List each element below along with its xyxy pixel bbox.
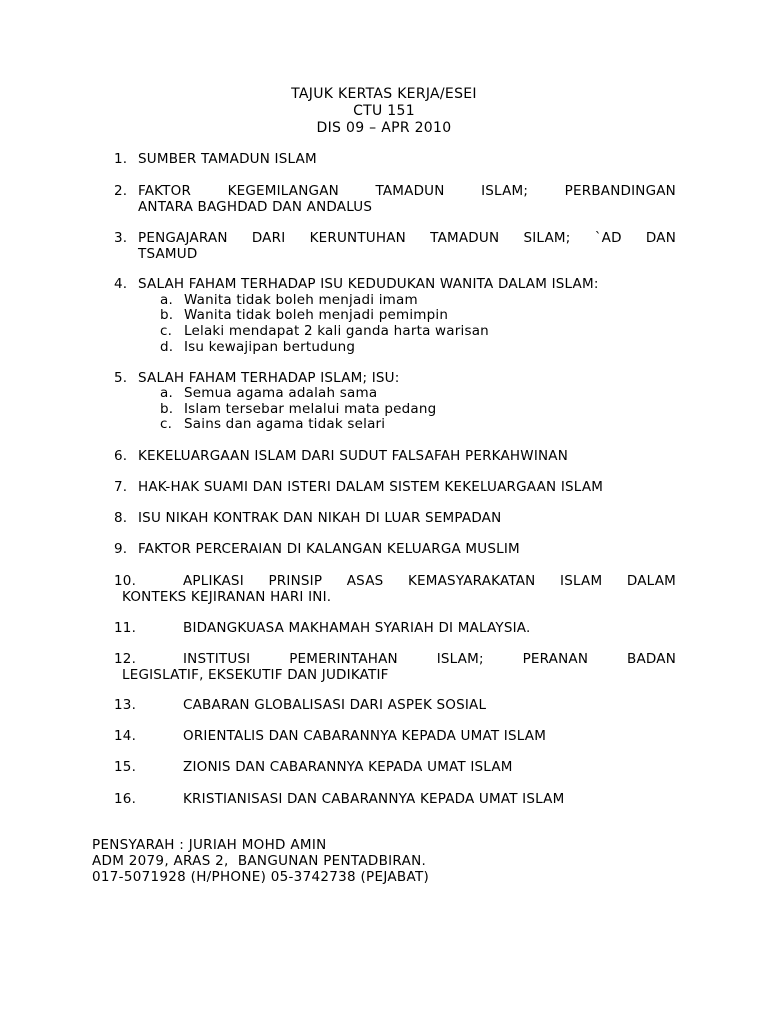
sub-item (160, 292, 418, 308)
sub-item-text: Wanita tidak boleh menjadi imam (184, 292, 418, 308)
list-item (114, 791, 676, 807)
list-item (114, 448, 676, 464)
item-number: 7. (114, 479, 128, 495)
list-item (114, 479, 676, 495)
list-item (114, 759, 676, 775)
list-item (114, 276, 676, 292)
list-item (114, 510, 676, 526)
document-title: TAJUK KERTAS KERJA/ESEI (291, 86, 477, 102)
item-number: 13. (114, 697, 137, 713)
sub-item-text: Semua agama adalah sama (184, 385, 378, 401)
item-text-continued: ANTARA BAGHDAD DAN ANDALUS (138, 199, 373, 215)
sub-item-text: Islam tersebar melalui mata pedang (184, 401, 437, 417)
item-number: 5. (114, 370, 128, 386)
item-text: FAKTOR PERCERAIAN DI KALANGAN KELUARGA MUSLIM (138, 541, 520, 557)
item-number: 3. (114, 230, 128, 246)
item-text: SALAH FAHAM TERHADAP ISLAM; ISU: (138, 370, 400, 386)
item-text: KRISTIANISASI DAN CABARANNYA KEPADA UMAT ISLAM (183, 791, 565, 807)
item-number: 16. (114, 791, 137, 807)
sub-item (160, 401, 436, 417)
sub-item-text: Lelaki mendapat 2 kali ganda harta warisan (184, 323, 489, 339)
sub-item-letter: a. (160, 385, 173, 401)
item-text-continued: LEGISLATIF, EKSEKUTIF DAN JUDIKATIF (122, 667, 389, 683)
sub-item-letter: d. (160, 339, 174, 355)
item-text-continued: KONTEKS KEJIRANAN HARI INI. (122, 589, 332, 605)
list-item (114, 620, 676, 636)
contact-phones: 017-5071928 (H/PHONE) 05-3742738 (PEJABAT) (92, 869, 430, 885)
item-number: 9. (114, 541, 128, 557)
lecturer-name: PENSYARAH : JURIAH MOHD AMIN (92, 837, 327, 853)
item-text-continued: TSAMUD (138, 246, 198, 262)
item-number: 14. (114, 728, 137, 744)
item-text: ISU NIKAH KONTRAK DAN NIKAH DI LUAR SEMPADAN (138, 510, 502, 526)
item-number: 8. (114, 510, 128, 526)
sub-item-letter: c. (160, 323, 173, 339)
session-date: DIS 09 – APR 2010 (316, 120, 452, 136)
item-text: BIDANGKUASA MAKHAMAH SYARIAH DI MALAYSIA. (183, 620, 531, 636)
sub-item (160, 323, 489, 339)
item-text: KEKELUARGAAN ISLAM DARI SUDUT FALSAFAH PERKAHWINAN (138, 448, 569, 464)
sub-item (160, 339, 355, 355)
item-number: 6. (114, 448, 128, 464)
list-item (114, 651, 676, 683)
list-item (114, 541, 676, 557)
sub-item-letter: b. (160, 401, 174, 417)
list-item (114, 370, 676, 386)
sub-item-letter: a. (160, 292, 173, 308)
sub-item (160, 307, 448, 323)
list-item (114, 151, 676, 167)
item-text: HAK-HAK SUAMI DAN ISTERI DALAM SISTEM KEKELUARGAAN ISLAM (138, 479, 604, 495)
sub-item-text: Sains dan agama tidak selari (184, 416, 386, 432)
course-code: CTU 151 (353, 103, 415, 119)
item-text: ORIENTALIS DAN CABARANNYA KEPADA UMAT ISLAM (183, 728, 547, 744)
list-item (114, 183, 676, 215)
list-item (114, 728, 676, 744)
item-number: 1. (114, 151, 128, 167)
item-text: SALAH FAHAM TERHADAP ISU KEDUDUKAN WANITA DALAM ISLAM: (138, 276, 599, 292)
item-text: INSTITUSI PEMERINTAHAN ISLAM; PERANAN BADAN (183, 651, 676, 667)
sub-item (160, 416, 385, 432)
item-text: APLIKASI PRINSIP ASAS KEMASYARAKATAN ISLAM DALAM (183, 573, 676, 589)
item-number: 4. (114, 276, 128, 292)
list-item (114, 697, 676, 713)
sub-item-text: Wanita tidak boleh menjadi pemimpin (184, 307, 449, 323)
office-address: ADM 2079, ARAS 2, BANGUNAN PENTADBIRAN. (92, 853, 427, 869)
sub-item-letter: b. (160, 307, 174, 323)
item-text: FAKTOR KEGEMILANGAN TAMADUN ISLAM; PERBANDINGAN (138, 183, 676, 199)
item-number: 10. (114, 573, 137, 589)
item-number: 2. (114, 183, 128, 199)
item-number: 12. (114, 651, 137, 667)
item-text: SUMBER TAMADUN ISLAM (138, 151, 317, 167)
item-number: 15. (114, 759, 137, 775)
list-item (114, 230, 676, 262)
list-item (114, 573, 676, 605)
item-text: CABARAN GLOBALISASI DARI ASPEK SOSIAL (183, 697, 487, 713)
item-number: 11. (114, 620, 137, 636)
sub-item-letter: c. (160, 416, 173, 432)
sub-item (160, 385, 377, 401)
item-text: ZIONIS DAN CABARANNYA KEPADA UMAT ISLAM (183, 759, 513, 775)
sub-item-text: Isu kewajipan bertudung (184, 339, 356, 355)
item-text: PENGAJARAN DARI KERUNTUHAN TAMADUN SILAM; `AD DAN (138, 230, 676, 246)
